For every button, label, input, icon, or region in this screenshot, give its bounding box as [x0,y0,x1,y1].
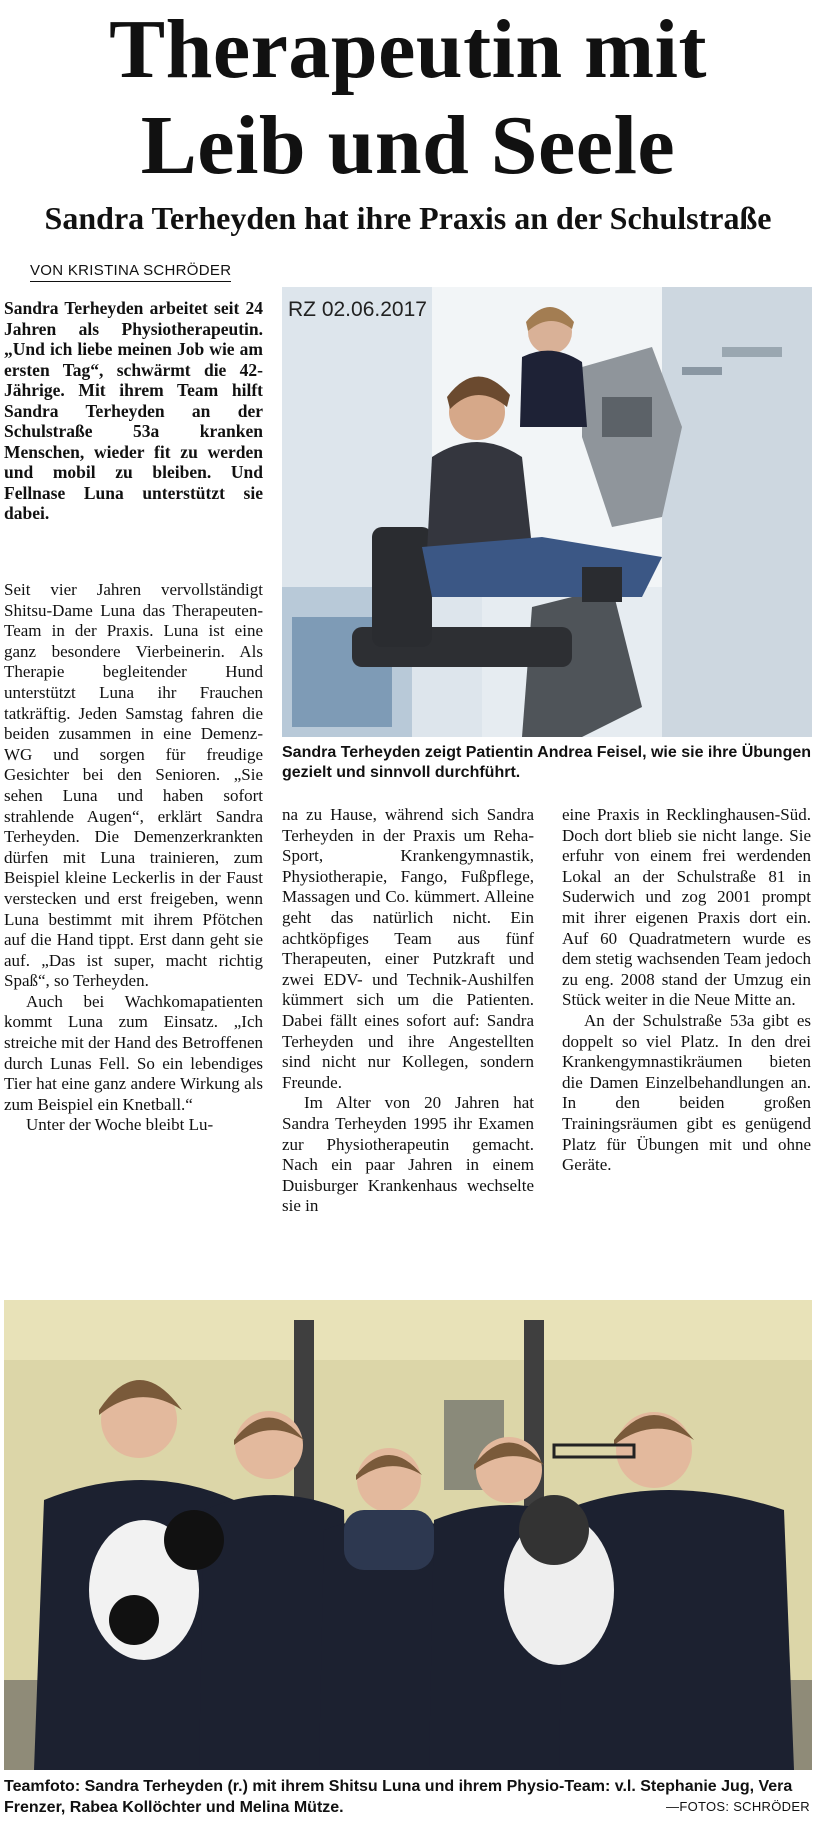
paragraph: Auch bei Wachkomapatienten kommt Luna zum Einsatz. „Ich streiche mit der Hand des Betroffenen durch Lunas Fell. So ein lebendiges Tier hat eine ganz andere Wirkung als zum Beispiel ein Knetball.“ [4,991,263,1114]
photo-team [4,1300,812,1770]
paragraph: na zu Hause, während sich Sandra Terheyden in der Praxis um Reha-Sport, Krankengymnastik, Physiotherapie, Fango, Fußpflege, Massagen und Co. kümmert. Alleine geht das natürlich nicht. Ein achtköpfiges Team aus fünf Therapeuten, einer Putzkraft und zwei EDV- und Technik-Aushilfen kümmert sich um die Patienten. Dabei fällt eines sofort auf: Sandra Terheyden und ihre Angestellten sind nicht nur Kollegen, sondern Freunde. [282,805,534,1092]
photo-caption-1: Sandra Terheyden zeigt Patientin Andrea Feisel, wie sie ihre Übungen gezielt und sinnvoll durchführt. [282,744,812,781]
text-column-1 [4,580,263,1136]
paragraph: Unter der Woche bleibt Lu- [26,1115,214,1135]
text-column-2 [282,805,534,1217]
lead-paragraph: Sandra Terheyden arbeitet seit 24 Jahren als Physiotherapeutin. „Und ich liebe meinen Job wie am ersten Tag“, schwärmt die 42-Jährige. Mit ihrem Team hilft Sandra Terheyden an der Schulstraße 53a kranken Menschen, wieder fit zu werden und mobil zu bleiben. Und Fellnase Luna unterstützt sie dabei. [4,298,263,523]
photo-credit: —FOTOS: SCHRÖDER [666,1799,810,1814]
subheadline: Sandra Terheyden hat ihre Praxis an der Schulstraße [44,200,772,236]
paragraph: Im Alter von 20 Jahren hat Sandra Terheyden 1995 ihr Examen zur Physiotherapeutin gemacht. Nach ein paar Jahren in einem Duisburger Krankenhaus wechselte sie in [282,1093,534,1216]
paragraph: Seit vier Jahren vervollständigt Shitsu-Dame Luna das Therapeuten-Team in der Praxis. Luna ist eine ganz besondere Vierbeinerin. Als Therapie begleitender Hund unterstützt Luna ihr Frauchen tatkräftig. Jeden Samstag fahren die beiden zusammen in eine Demenz-WG und sorgen für freudige Gesichter bei den Senioren. „Sie sehen Luna und haben sofort strahlende Augen“, erklärt Sandra Terheyden. Die Demenzerkrankten dürfen mit Luna trainieren, zum Beispiel kleine Leckerlis in der Faust verstecken und erst freigeben, wenn Luna bestimmt mit ihrem Pfötchen auf die Hand tippt. Erst dann geht sie auf. „Das ist super, macht richtig Spaß“, so Terheyden. [4,580,263,991]
photo-therapy-session-image [282,287,812,737]
date-stamp: RZ 02.06.2017 [288,298,427,321]
author-byline: VON KRISTINA SCHRÖDER [30,262,231,282]
headline [0,2,816,194]
text-column-3 [562,805,811,1176]
photo-team-image [4,1300,812,1770]
headline-line-1: Therapeutin mit [109,3,707,96]
paragraph: eine Praxis in Recklinghausen-Süd. Doch dort blieb sie nicht lange. Sie erfuhr von einem frei werdenden Lokal an der Schulstraße 81 in Suderwich und zog 2001 prompt mit ihrer eigenen Praxis dort ein. Auf 60 Quadratmetern wurde es dem stetig wachsenden Team jedoch zu eng. 2008 stand der Umzug ein Stück weiter in die Neue Mitte an. [562,805,811,1010]
photo-caption-2: Teamfoto: Sandra Terheyden (r.) mit ihrem Shitsu Luna und ihrem Physio-Team: v.l. Stephanie Jug, Vera Frenzer, Rabea Kollöchter und Melina Mütze. [4,1778,793,1816]
headline-line-2: Leib und Seele [140,99,676,192]
photo-therapy-session [282,287,812,737]
paragraph: An der Schulstraße 53a gibt es doppelt so viel Platz. In den drei Krankengymnastikräumen bieten die Damen Einzelbehandlungen an. In den beiden großen Trainingsräumen gibt es genügend Platz für Übungen mit und ohne Geräte. [562,1010,811,1175]
